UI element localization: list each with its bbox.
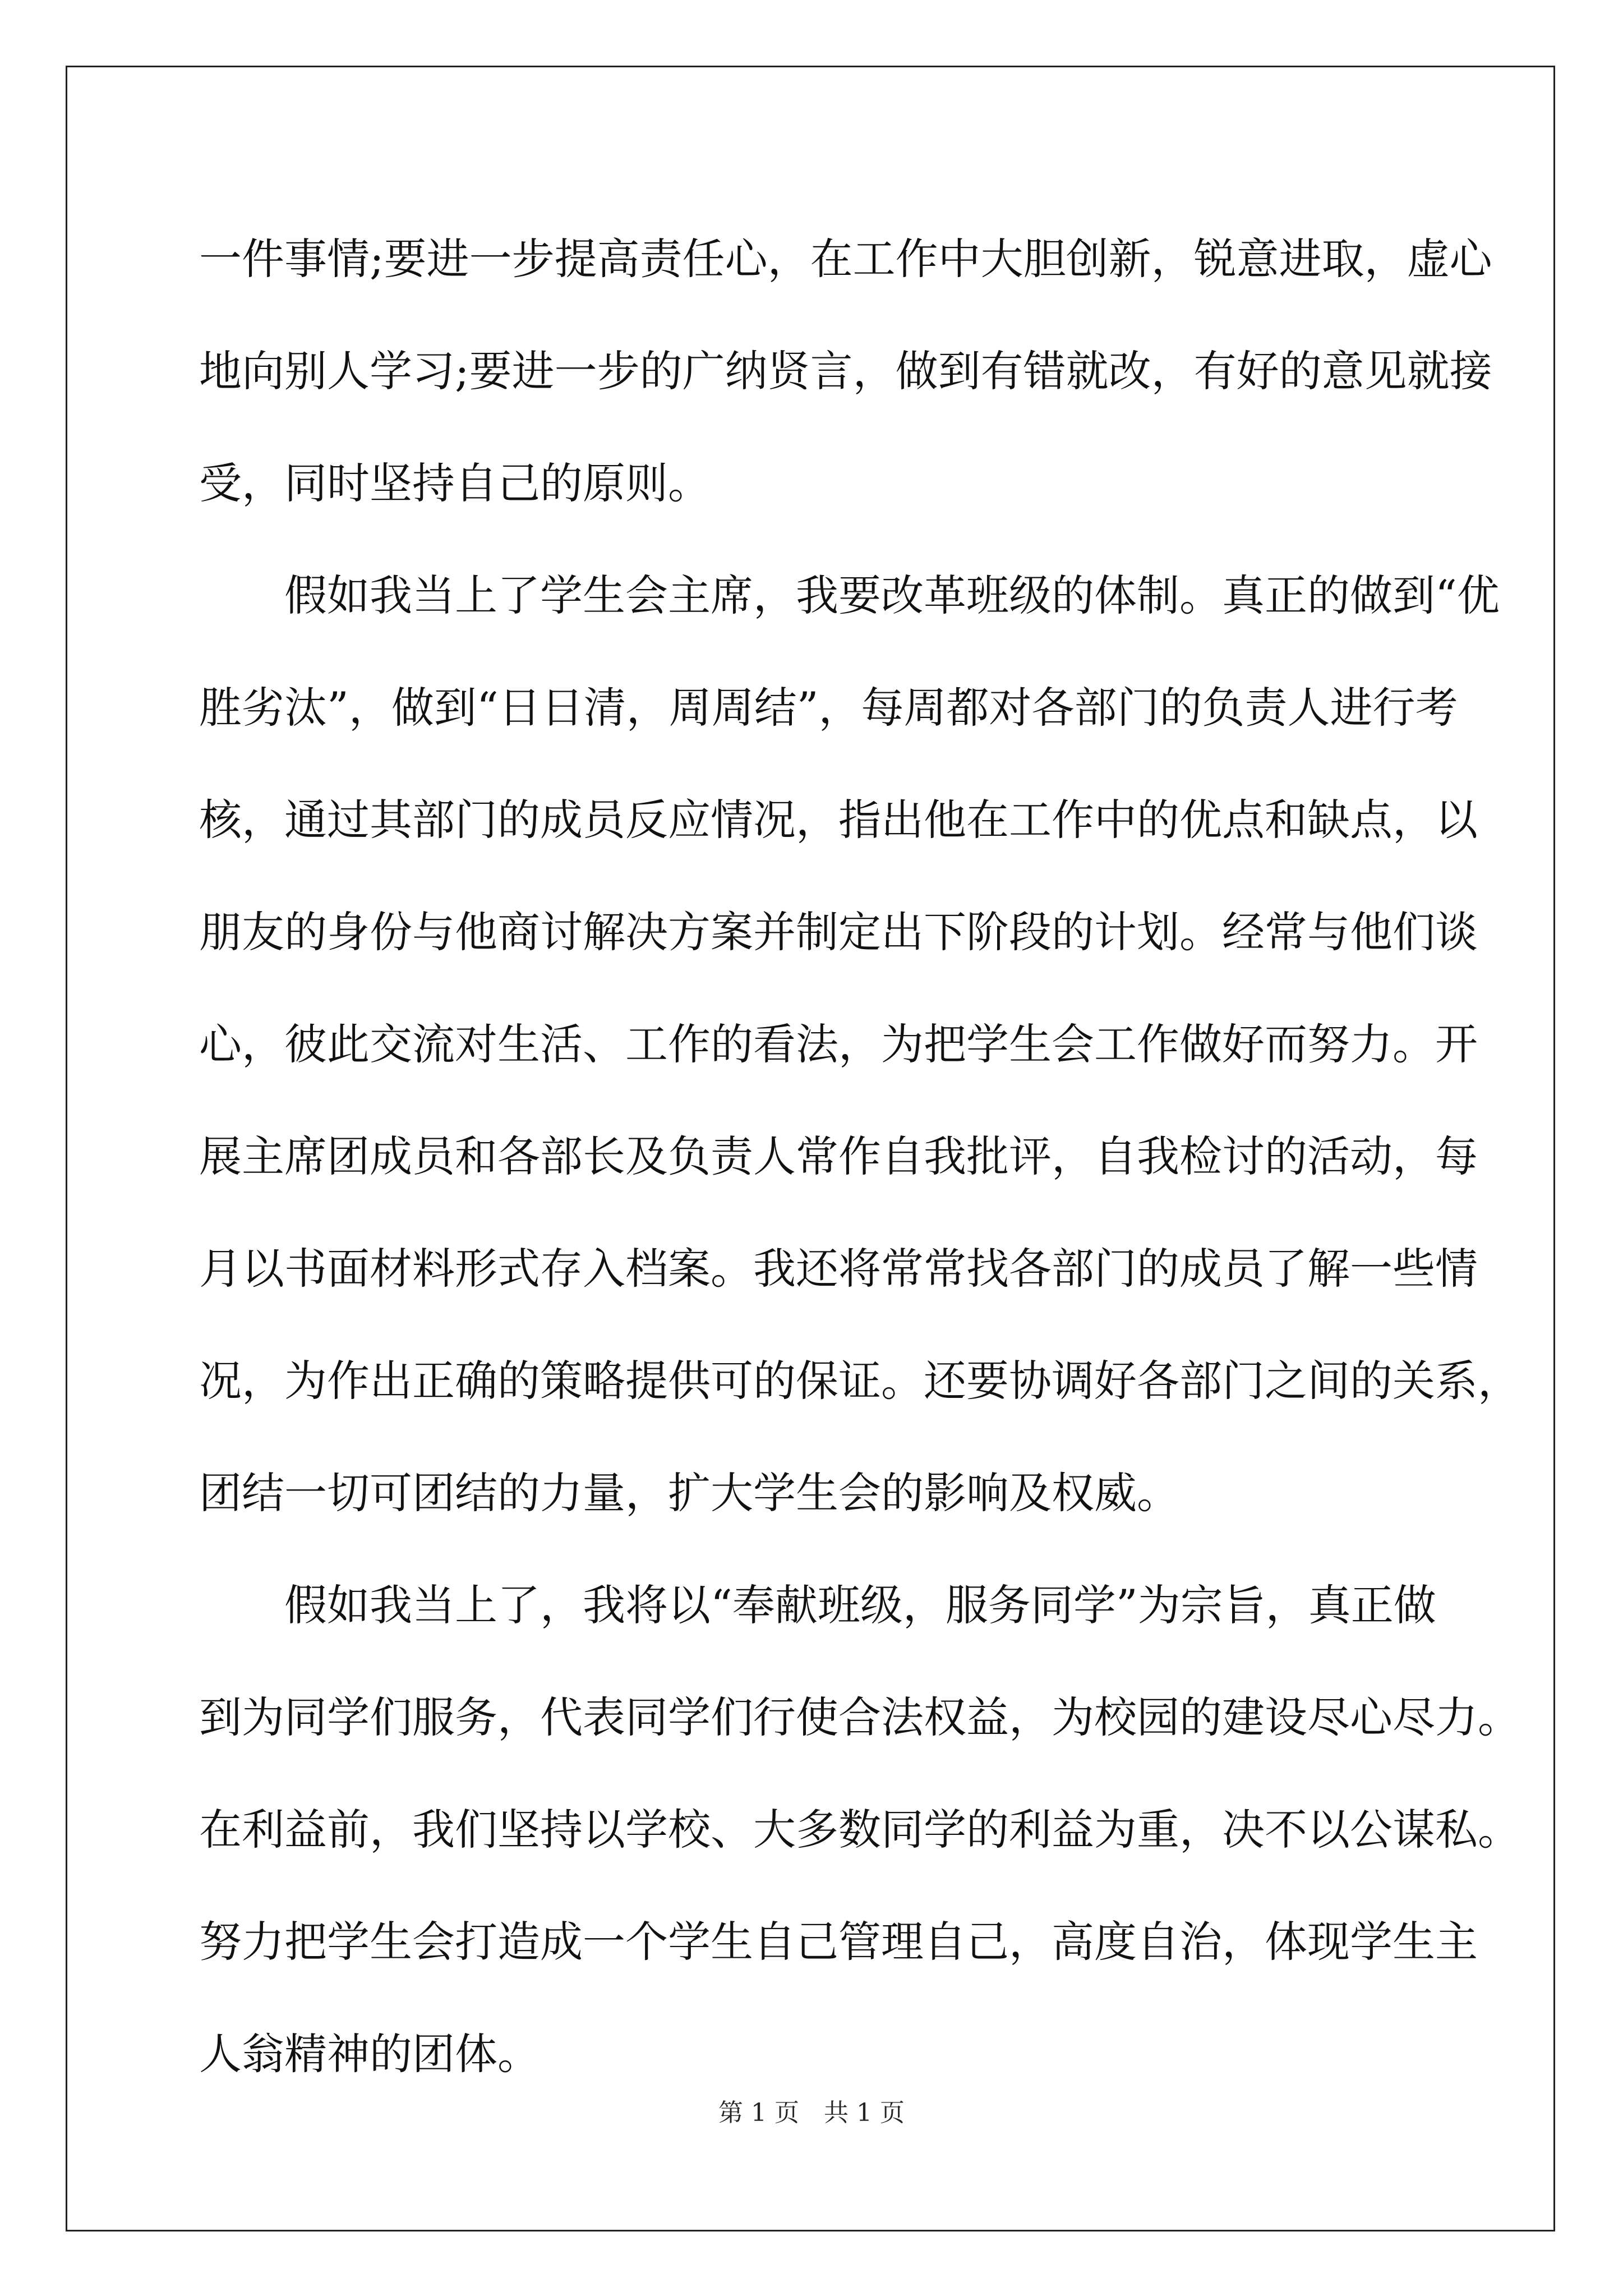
text-line: 核，通过其部门的成员反应情况，指出他在工作中的优点和缺点，以 (199, 795, 1478, 845)
document-body (199, 203, 1520, 2110)
text-line: 展主席团成员和各部长及负责人常作自我批评，自我检讨的活动，每 (199, 1131, 1478, 1181)
page-number-footer: 第 1 页 共 1 页 (718, 2099, 905, 2127)
text-line: 团结一切可团结的力量，扩大学生会的影响及权威。 (199, 1468, 1179, 1518)
text-line: 假如我当上了学生会主席，我要改革班级的体制。真正的做到“优 (199, 570, 1500, 620)
text-line: 况，为作出正确的策略提供可的保证。还要协调好各部门之间的关系， (199, 1356, 1520, 1406)
text-line: 努力把学生会打造成一个学生自己管理自己，高度自治，体现学生主 (199, 1917, 1478, 1967)
text-line: 朋友的身份与他商讨解决方案并制定出下阶段的计划。经常与他们谈 (199, 907, 1478, 957)
text-line: 在利益前，我们坚持以学校、大多数同学的利益为重，决不以公谋私。 (199, 1805, 1520, 1855)
text-line: 人翁精神的团体。 (199, 2029, 540, 2079)
text-line: 到为同学们服务，代表同学们行使合法权益，为校园的建设尽心尽力。 (199, 1692, 1520, 1742)
text-line: 地向别人学习;要进一步的广纳贤言，做到有错就改，有好的意见就接 (199, 346, 1492, 396)
text-line: 受，同时坚持自己的原则。 (199, 458, 711, 508)
text-line: 月以书面材料形式存入档案。我还将常常找各部门的成员了解一些情 (199, 1244, 1478, 1294)
text-line: 心，彼此交流对生活、工作的看法，为把学生会工作做好而努力。开 (199, 1019, 1478, 1069)
text-line: 一件事情;要进一步提高责任心，在工作中大胆创新，锐意进取，虚心 (199, 234, 1492, 284)
text-line: 假如我当上了，我将以“奉献班级，服务同学”为宗旨，真正做 (199, 1580, 1436, 1630)
text-line: 胜劣汰”，做到“日日清，周周结”，每周都对各部门的负责人进行考 (199, 683, 1458, 733)
